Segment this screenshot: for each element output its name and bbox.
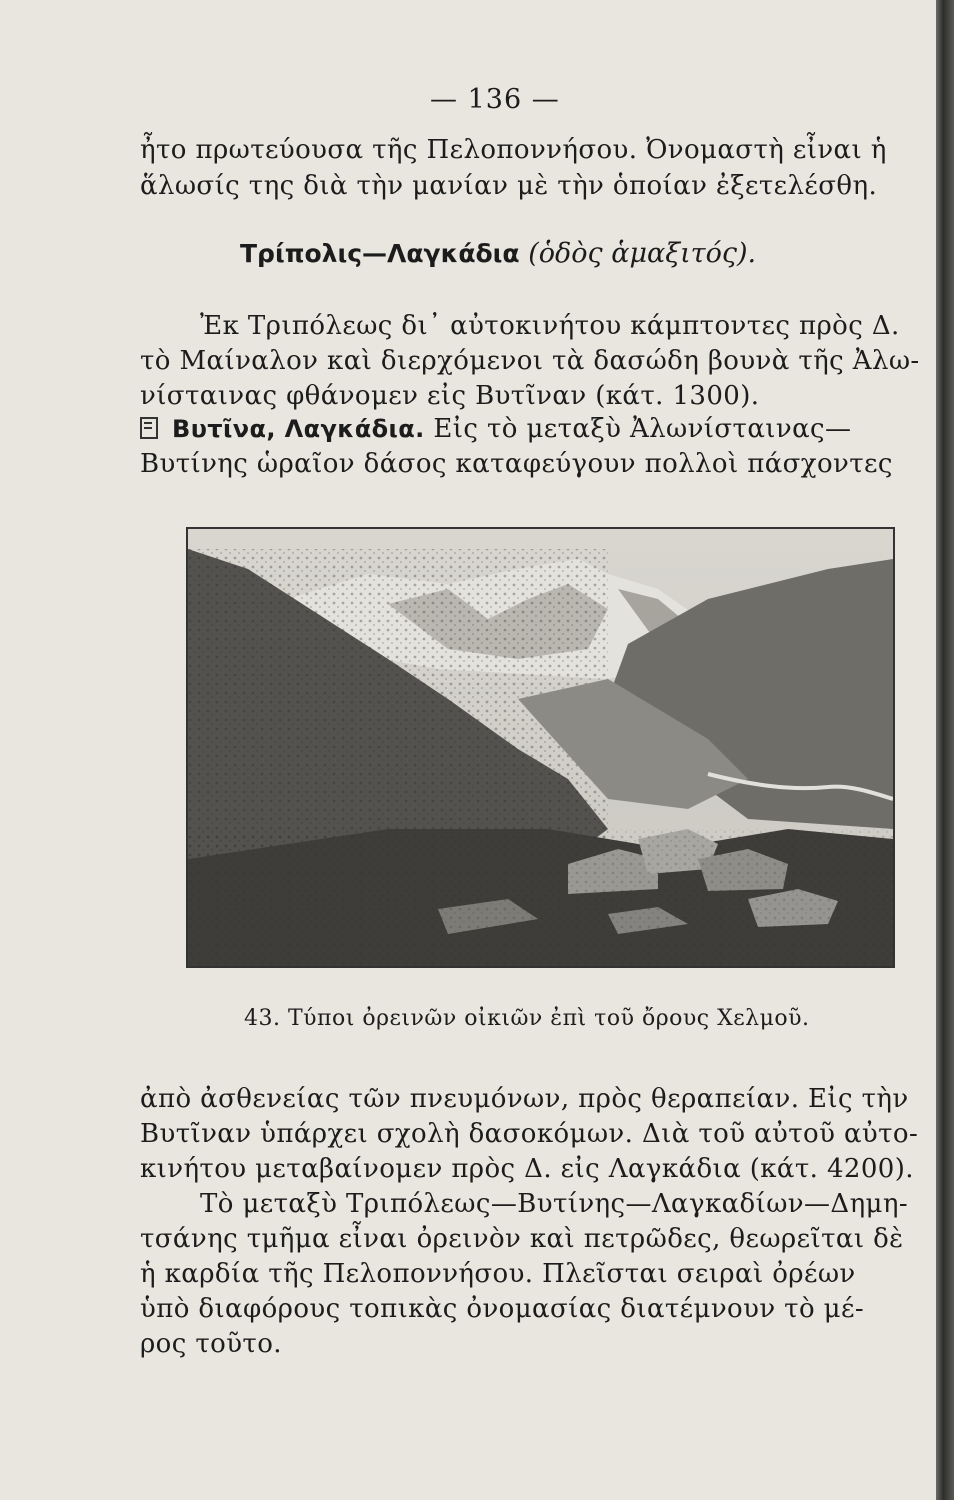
figure-caption: 43. Τύποι ὀρεινῶν οἰκιῶν ἐπὶ τοῦ ὄρους Χελμοῦ. (244, 1006, 810, 1031)
mountain-village-photo (186, 527, 895, 968)
para2-line-6: ἡ καρδία τῆς Πελοποννήσου. Πλεῖσται σειραὶ ὀρέων (140, 1259, 856, 1289)
hotel-marker-icon (140, 417, 158, 439)
para1-line-1: Ἐκ Τριπόλεως δι᾽ αὐτοκινήτου κάμπτοντες πρὸς Δ. (200, 311, 900, 341)
section-title: Τρίπολις—Λαγκάδια (240, 239, 520, 268)
section-heading (240, 238, 800, 269)
para1-line-3: νίσταινας φθάνομεν εἰς Βυτῖναν (κάτ. 1300). (140, 381, 760, 411)
intro-line-2: ἅλωσίς της διὰ τὴν μανίαν μὲ τὴν ὁποίαν ἐξετελέσθη. (140, 171, 878, 201)
para2-line-4: Τὸ μεταξὺ Τριπόλεως—Βυτίνης—Λαγκαδίων—Δημη- (200, 1189, 909, 1219)
section-subtitle: (ὁδὸς ἁμαξιτός). (528, 238, 757, 269)
para1-heading: Βυτῖνα, Λαγκάδια. (172, 415, 425, 443)
para1-line-5: Βυτίνης ὡραῖον δάσος καταφεύγουν πολλοὶ πάσχοντες (140, 449, 893, 479)
page-edge-shadow (936, 0, 954, 1500)
para2-line-7: ὑπὸ διαφόρους τοπικὰς ὀνομασίας διατέμνουν τὸ μέ- (140, 1294, 865, 1324)
para1-line-4 (140, 413, 900, 445)
photo-illustration (188, 529, 893, 966)
para2-line-5: τσάνης τμῆμα εἶναι ὀρεινὸν καὶ πετρῶδες, θεωρεῖται δὲ (140, 1224, 904, 1254)
para2-line-2: Βυτῖναν ὑπάρχει σχολὴ δασοκόμων. Διὰ τοῦ αὐτοῦ αὐτο- (140, 1119, 919, 1149)
para2-line-1: ἀπὸ ἀσθενείας τῶν πνευμόνων, πρὸς θεραπείαν. Εἰς τὴν (140, 1084, 909, 1114)
page-number: — 136 — (430, 84, 560, 115)
para1-line-4-text: Εἰς τὸ μεταξὺ Ἀλωνίσταινας— (433, 414, 852, 444)
para2-line-8: ρος τοῦτο. (140, 1329, 282, 1359)
para1-line-2: τὸ Μαίναλον καὶ διερχόμενοι τὰ δασώδη βουνὰ τῆς Ἀλω- (140, 346, 920, 376)
para2-line-3: κινήτου μεταβαίνομεν πρὸς Δ. εἰς Λαγκάδια (κάτ. 4200). (140, 1154, 914, 1184)
intro-line-1: ἦτο πρωτεύουσα τῆς Πελοποννήσου. Ὀνομαστὴ εἶναι ἡ (140, 135, 887, 165)
